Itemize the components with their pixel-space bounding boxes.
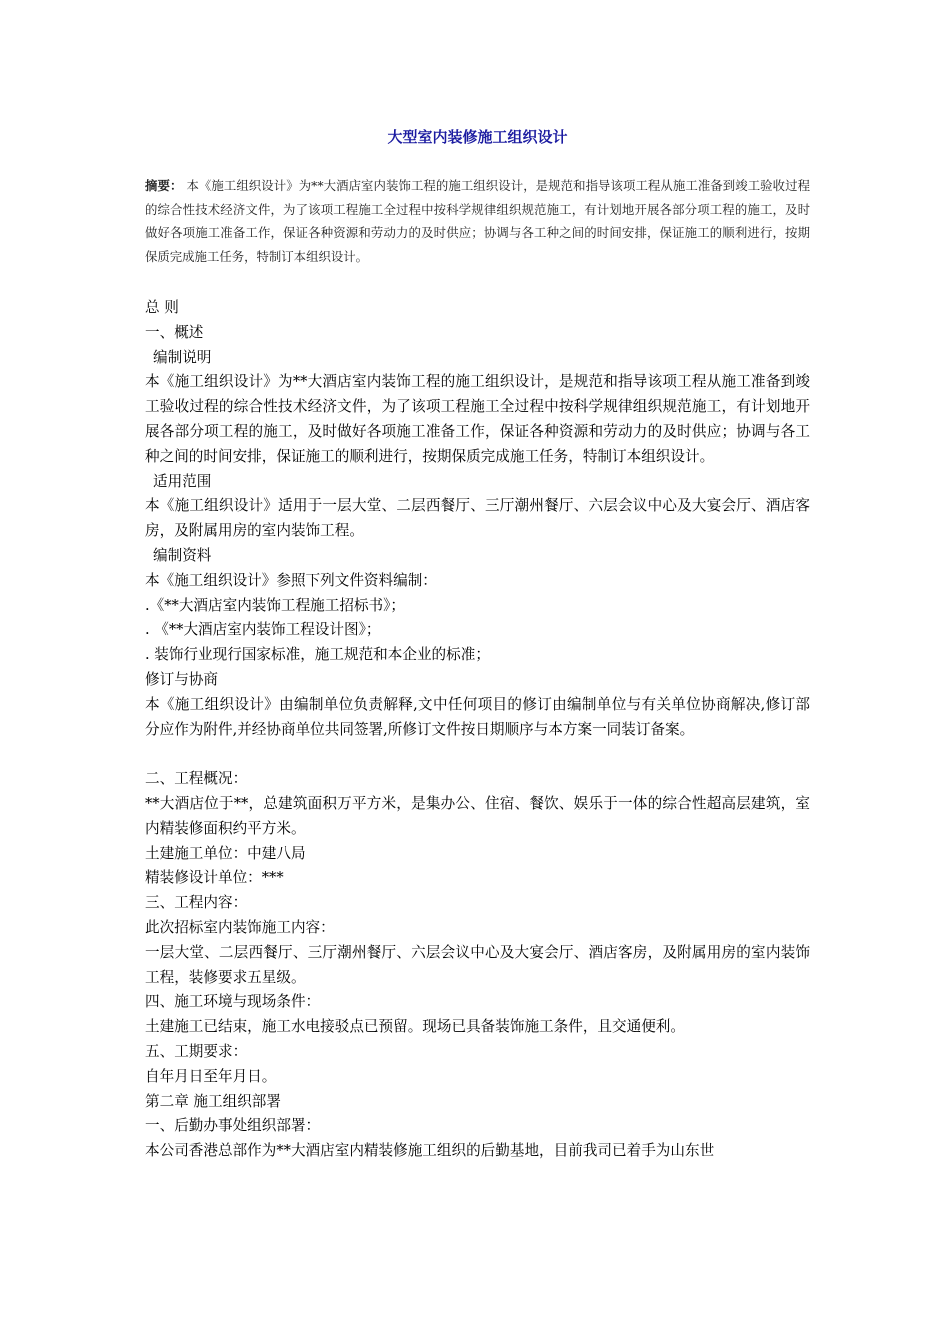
subsection-heading: 适用范围 — [153, 472, 212, 490]
section-heading: 五、工期要求： — [145, 1042, 248, 1060]
subsection-heading: 修订与协商 — [145, 670, 218, 688]
list-item: .《**大酒店室内装饰工程施工招标书》； — [145, 596, 406, 614]
paragraph: 本《施工组织设计》为**大酒店室内装饰工程的施工组织设计，是规范和指导该项工程从施工准备到竣工验收过程的综合性技术经济文件，为了该项工程施工全过程中按科学规律组织规范施工，有计划地开展各部分项工程的施工，及时做好各项施工准备工作，保证各种资源和劳动力的及时供应；协调与各工种之间的时间安排，保证施工的顺利进行，按期保质完成施工任务，特制订本组织设计。 — [145, 373, 810, 465]
list-item: . 《**大酒店室内装饰工程设计图》； — [145, 621, 381, 639]
subsection-heading: 编制说明 — [153, 348, 212, 366]
subsection-heading: 编制资料 — [153, 546, 212, 564]
paragraph: 本公司香港总部作为**大酒店室内精装修施工组织的后勤基地，目前我司已着手为山东世 — [145, 1142, 715, 1160]
section-heading: 三、工程内容： — [145, 894, 248, 912]
section-heading: 一、概述 — [145, 323, 204, 341]
list-item: . 装饰行业现行国家标准，施工规范和本企业的标准； — [145, 646, 490, 664]
document-body — [145, 296, 810, 1164]
blank-line — [145, 742, 810, 767]
paragraph: 一层大堂、二层西餐厅、三厅潮州餐厅、六层会议中心及大宴会厅、酒店客房，及附属用房的室内装饰工程，装修要求五星级。 — [145, 943, 810, 986]
section-heading: 四、施工环境与现场条件： — [145, 993, 321, 1011]
abstract-label: 摘要： — [145, 178, 183, 193]
section-heading: 二、工程概况： — [145, 770, 248, 788]
paragraph: 土建施工已结束，施工水电接驳点已预留。现场已具备装饰施工条件，且交通便利。 — [145, 1018, 685, 1036]
chapter-heading: 第二章 施工组织部署 — [145, 1092, 281, 1110]
abstract-paragraph — [145, 174, 810, 268]
paragraph: 本《施工组织设计》适用于一层大堂、二层西餐厅、三厅潮州餐厅、六层会议中心及大宴会厅、酒店客房，及附属用房的室内装饰工程。 — [145, 497, 810, 540]
abstract-text: 本《施工组织设计》为**大酒店室内装饰工程的施工组织设计，是规范和指导该项工程从施工准备到竣工验收过程的综合性技术经济文件，为了该项工程施工全过程中按科学规律组织规范施工，有计划地开展各部分项工程的施工，及时做好各项施工准备工作，保证各种资源和劳动力的及时供应；协调与各工种之间的时间安排，保证施工的顺利进行，按期保质完成施工任务，特制订本组织设计。 — [145, 178, 810, 264]
document-title: 大型室内装修施工组织设计 — [387, 128, 568, 146]
paragraph: 本《施工组织设计》参照下列文件资料编制： — [145, 571, 437, 589]
paragraph: 土建施工单位：中建八局 — [145, 844, 306, 862]
section-heading: 一、后勤办事处组织部署： — [145, 1117, 321, 1135]
paragraph: **大酒店位于**，总建筑面积万平方米，是集办公、住宿、餐饮、娱乐于一体的综合性超高层建筑，室内精装修面积约平方米。 — [145, 794, 810, 837]
paragraph: 精装修设计单位：*** — [145, 869, 284, 887]
section-heading: 总 则 — [145, 299, 179, 316]
paragraph: 此次招标室内装饰施工内容： — [145, 918, 335, 936]
paragraph: 自年月日至年月日。 — [145, 1067, 277, 1085]
paragraph: 本《施工组织设计》由编制单位负责解释,文中任何项目的修订由编制单位与有关单位协商解决,修订部分应作为附件,并经协商单位共同签署,所修订文件按日期顺序与本方案一同装订备案。 — [145, 695, 810, 738]
